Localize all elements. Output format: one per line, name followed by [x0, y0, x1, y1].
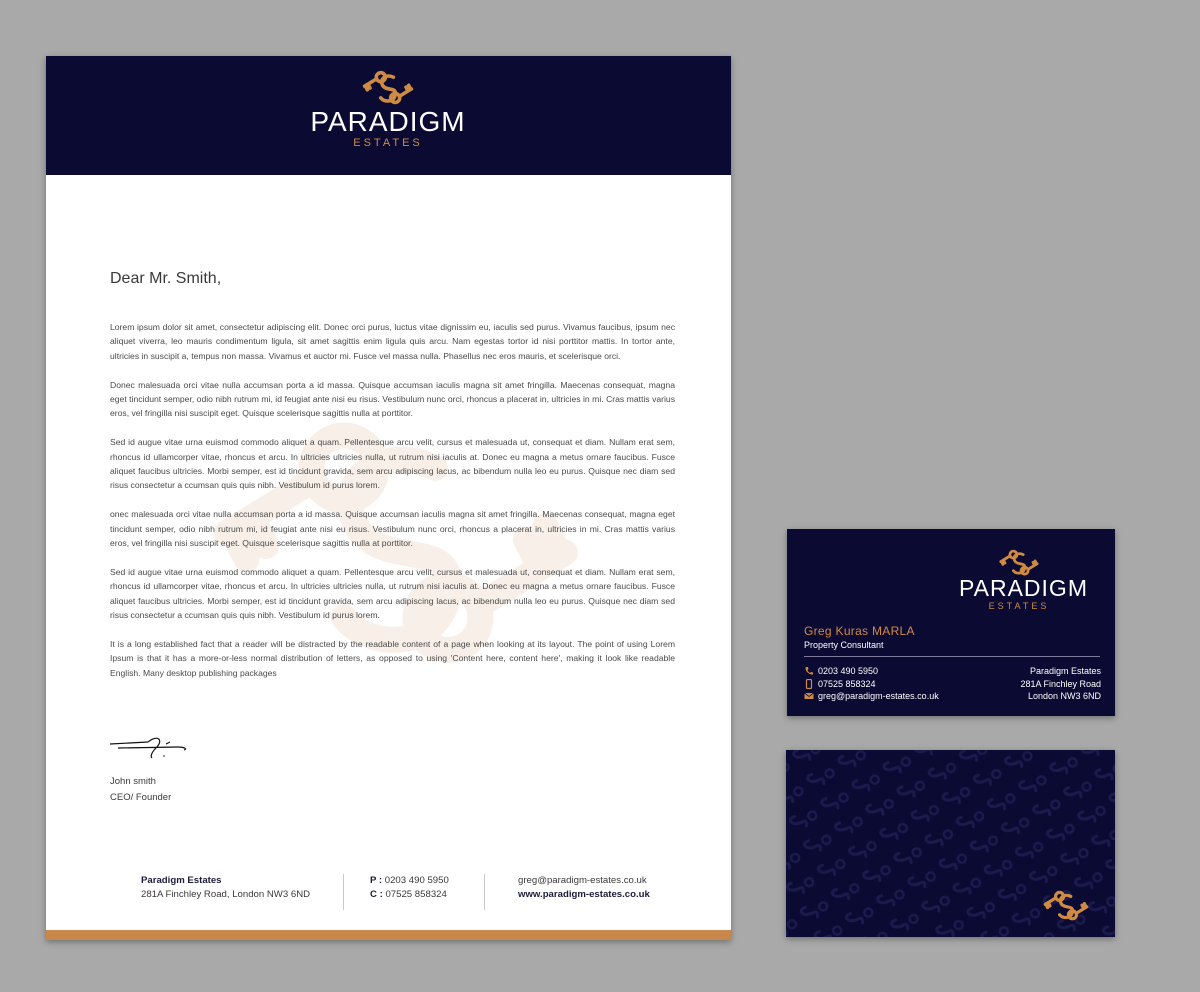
letter-footer [46, 872, 731, 912]
logo-brand: PARADIGM [959, 575, 1088, 601]
signer-name: John smith [110, 776, 156, 787]
footer-phone: 0203 490 5950 [384, 875, 449, 886]
card-logo [959, 549, 1088, 611]
logo-sub: ESTATES [988, 601, 1050, 611]
phone-icon [804, 666, 814, 676]
footer-email[interactable]: greg@paradigm-estates.co.uk [518, 875, 647, 886]
phone-label: P : [370, 875, 383, 886]
address-line: London NW3 6ND [1027, 691, 1101, 701]
footer-cell: 07525 858324 [385, 889, 447, 900]
email-icon [804, 691, 814, 701]
footer-address-block [141, 874, 310, 902]
paragraph: Sed id augue vitae urna euismod commodo aliquet a quam. Pellentesque arcu velit, cursus et malesuada ut, consequat et diam. Nullam erat sem, rhoncus id ullamcorper vitae, rhoncus et arcu. In ultricies ultricies nulla, ut rutrum nisi iaculis at. Donec eu magna a metus ornare faucibus. Fusce aliquet faucibus ultricies. Morbi semper, est id tincidunt gravida, sem arcu adipiscing lacus, ac bibendum nulla leo eu purus. Quisque nec diam sed risus consectetur a ccumsan quis quis nibh. Vestibulum id purus lorem. [110, 566, 675, 621]
letterhead-header [46, 56, 731, 175]
paragraph: Lorem ipsum dolor sit amet, consectetur adipiscing elit. Donec orci purus, luctus vitae dignissim eu, iaculis sed purus. Vivamus faucibus, ipsum nec aliquet viverra, leo mauris condimentum ligula, sit amet sagittis enim ligula quis arcu. Nam egestas tortor id nisi porttitor mattis. In tortor ante, ultricies in suscipit a, tempus non massa. Vivamus et auctor mi. Fusce vel massa nulla. Phasellus nec eros mauris, et scelerisque orci. [110, 322, 675, 361]
cell-label: C : [370, 889, 383, 900]
interlocked-keys-icon [1041, 890, 1091, 922]
footer-website[interactable]: www.paradigm-estates.co.uk [518, 889, 650, 900]
card-email[interactable]: greg@paradigm-estates.co.uk [818, 691, 939, 701]
handwritten-signature [108, 730, 190, 760]
business-card-front [787, 529, 1115, 716]
footer-web-block [518, 874, 650, 902]
letter-accent-bar [46, 930, 731, 940]
paragraph: onec malesuada orci vitae nulla accumsan porta a id massa. Quisque accumsan iaculis magna sit amet fringilla. Maecenas consequat, magna eget tincidunt semper, odio nibh rutrum mi, id feugiat ante nisi eu risus. Vestibulum nunc orci, rhoncus a placerat in, ultricies in mi. Cras mattis varius eros, vel fringilla nisi suscipit eget. Quisque scelerisque sagittis nulla at porttitor. [110, 509, 675, 549]
footer-phone-block [370, 874, 449, 902]
card-name: Greg Kuras MARLA [804, 624, 915, 638]
mobile-icon [804, 679, 814, 689]
card-mobile: 07525 858324 [818, 678, 876, 689]
letter-body [110, 320, 675, 694]
letterhead-logo [288, 70, 488, 149]
interlocked-keys-icon [358, 70, 418, 106]
footer-divider [484, 874, 485, 910]
card-divider [804, 656, 1100, 657]
card-phone: 0203 490 5950 [818, 666, 879, 676]
card-title: Property Consultant [804, 640, 884, 650]
card-address [1020, 665, 1101, 703]
logo-sub: ESTATES [353, 137, 423, 149]
salutation: Dear Mr. Smith, [110, 270, 222, 287]
address-line: 281A Finchley Road [1020, 678, 1101, 689]
card-contacts [804, 665, 939, 703]
address-line: Paradigm Estates [1029, 666, 1101, 676]
paragraph: Donec malesuada orci vitae nulla accumsan porta a id massa. Quisque accumsan iaculis magna sit amet fringilla. Maecenas consequat, magna eget tincidunt semper, odio nibh rutrum mi, id feugiat ante nisi eu risus. Vestibulum nunc orci, rhoncus a placerat in, ultricies in mi. Cras mattis varius eros, vel fringilla nisi suscipit eget. Quisque scelerisque sagittis nulla at porttitor. [110, 379, 675, 419]
signer-title: CEO/ Founder [110, 792, 172, 803]
footer-address: 281A Finchley Road, London NW3 6ND [141, 889, 311, 900]
business-card-back [786, 750, 1115, 937]
footer-company: Paradigm Estates [141, 875, 222, 886]
paragraph: It is a long established fact that a reader will be distracted by the readable content of a page when looking at its layout. The point of using Lorem Ipsum is that it has a more-or-less normal distribution of letters, as opposed to using 'Content here, content here', making it look like readable English. Many desktop publishing packages [110, 638, 675, 678]
paragraph: Sed id augue vitae urna euismod commodo aliquet a quam. Pellentesque arcu velit, cursus et malesuada ut, consequat et diam. Nullam erat sem, rhoncus id ullamcorper vitae, rhoncus et arcu. In ultricies ultricies nulla, ut rutrum nisi iaculis at. Donec eu magna a metus ornare faucibus. Fusce aliquet faucibus ultricies. Morbi semper, est id tincidunt gravida, sem arcu adipiscing lacus, ac bibendum nulla leo eu purus. Quisque nec diam sed risus consectetur a ccumsan quis quis nibh. Vestibulum id purus lorem. [110, 437, 675, 491]
signer-block [110, 774, 171, 806]
footer-divider [343, 874, 344, 910]
logo-brand: PARADIGM [310, 106, 466, 137]
interlocked-keys-icon [996, 549, 1042, 577]
letterhead [46, 56, 731, 940]
